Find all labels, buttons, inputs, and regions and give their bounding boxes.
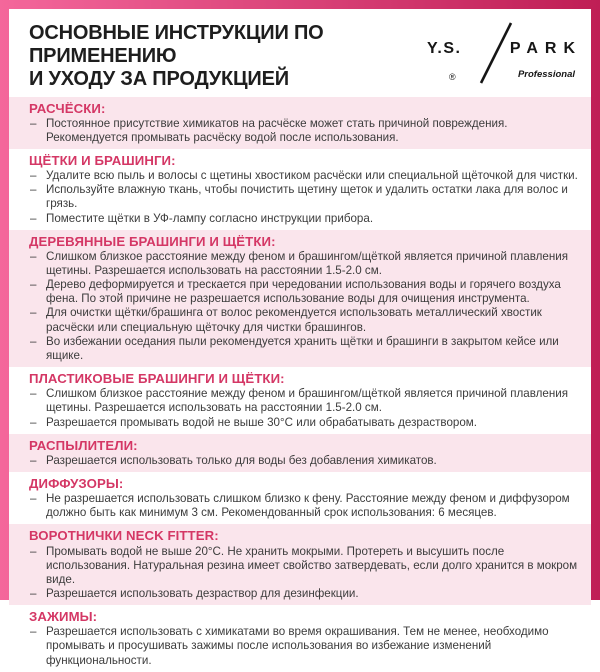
section-items bbox=[29, 250, 581, 363]
list-item: – Для очистки щётки/брашинга от волос рекомендуется использовать металлический хвостик расчёски или специальную щёточку для чистки брашингов. bbox=[29, 306, 581, 334]
section-items bbox=[29, 454, 581, 468]
list-item: – Разрешается использовать только для воды без добавления химикатов. bbox=[29, 454, 581, 468]
section-heading: ЩЁТКИ И БРАШИНГИ: bbox=[29, 153, 176, 169]
header bbox=[9, 9, 591, 97]
section-heading: ПЛАСТИКОВЫЕ БРАШИНГИ И ЩЁТКИ: bbox=[29, 371, 285, 387]
section-heading: ЗАЖИМЫ: bbox=[29, 609, 98, 625]
list-item: – Дерево деформируется и трескается при чередовании использования воды и горячего воздуха фена. По этой причине не разрешается использование воды для очищения инструмента. bbox=[29, 278, 581, 306]
page-title-line-2: И УХОДУ ЗА ПРОДУКЦИЕЙ bbox=[29, 68, 289, 91]
section bbox=[9, 524, 591, 605]
sheet-content bbox=[9, 9, 591, 667]
section bbox=[9, 97, 591, 149]
list-item: – Разрешается использовать дезраствор для дезинфекции. bbox=[29, 587, 581, 601]
registered-trademark-icon: ® bbox=[449, 72, 456, 82]
logo-subtitle: Professional bbox=[517, 69, 575, 80]
list-item: – Слишком близкое расстояние между феном и брашингом/щёткой является причиной плавления щетины. Разрешается использовать на расстоянии 1.5-2.0 см. bbox=[29, 387, 581, 415]
section bbox=[9, 149, 591, 230]
section-items bbox=[29, 625, 581, 667]
section bbox=[9, 367, 591, 434]
section-heading: РАСЧЁСКИ: bbox=[29, 100, 106, 116]
section-items bbox=[29, 492, 581, 520]
section bbox=[9, 472, 591, 524]
section-items bbox=[29, 387, 581, 429]
brand-logo bbox=[423, 26, 582, 82]
list-item: – Удалите всю пыль и волосы с щетины хвостиком расчёски или специальной щёточкой для чистки. bbox=[29, 169, 581, 183]
section bbox=[9, 230, 591, 367]
sections-container bbox=[9, 97, 591, 672]
logo-text-park: PARK bbox=[509, 40, 582, 57]
section-heading: ДИФФУЗОРЫ: bbox=[29, 475, 124, 491]
section-heading: ДЕРЕВЯННЫЕ БРАШИНГИ И ЩЁТКИ: bbox=[29, 233, 276, 249]
list-item: – Разрешается промывать водой не выше 30°C или обрабатывать дезраствором. bbox=[29, 416, 581, 430]
list-item: – Промывать водой не выше 20°C. Не хранить мокрыми. Протереть и высушить после использования. Натуральная резина имеет свойство затвердевать, если долго хранится в мокром виде. bbox=[29, 545, 581, 587]
list-item: – Слишком близкое расстояние между феном и брашингом/щёткой является причиной плавления щетины. Разрешается использовать на расстоянии 1.5-2.0 см. bbox=[29, 250, 581, 278]
list-item: – Постоянное присутствие химикатов на расчёске может стать причиной повреждения. Рекомендуется промывать расчёску водой после использования. bbox=[29, 117, 581, 145]
section bbox=[9, 434, 591, 472]
list-item: – Разрешается использовать с химикатами во время окрашивания. Тем не менее, необходимо промывать и просушивать зажимы после использования во избежание изменений функциональности. bbox=[29, 625, 581, 667]
section bbox=[9, 605, 591, 672]
section-heading: ВОРОТНИЧКИ NECK FITTER: bbox=[29, 528, 219, 544]
list-item: – Во избежании оседания пыли рекомендуется хранить щётки и брашинги в закрытом кейсе или ящике. bbox=[29, 335, 581, 363]
list-item: – Не разрешается использовать слишком близко к фену. Расстояние между феном и диффузором должно быть как минимум 3 см. Рекомендованный срок использования: 6 месяцев. bbox=[29, 492, 581, 520]
section-heading: РАСПЫЛИТЕЛИ: bbox=[29, 437, 138, 453]
page-title bbox=[29, 22, 423, 92]
list-item: – Используйте влажную ткань, чтобы почистить щетину щеток и удалить остатки лака для волос и грязь. bbox=[29, 183, 581, 211]
section-items bbox=[29, 117, 581, 145]
logo-text-ys: Y.S. bbox=[427, 40, 462, 57]
page-title-line-1: ОСНОВНЫЕ ИНСТРУКЦИИ ПО ПРИМЕНЕНИЮ bbox=[29, 22, 324, 68]
section-items bbox=[29, 169, 581, 226]
section-items bbox=[29, 545, 581, 602]
list-item: – Поместите щётки в УФ-лампу согласно инструкции прибора. bbox=[29, 212, 581, 226]
